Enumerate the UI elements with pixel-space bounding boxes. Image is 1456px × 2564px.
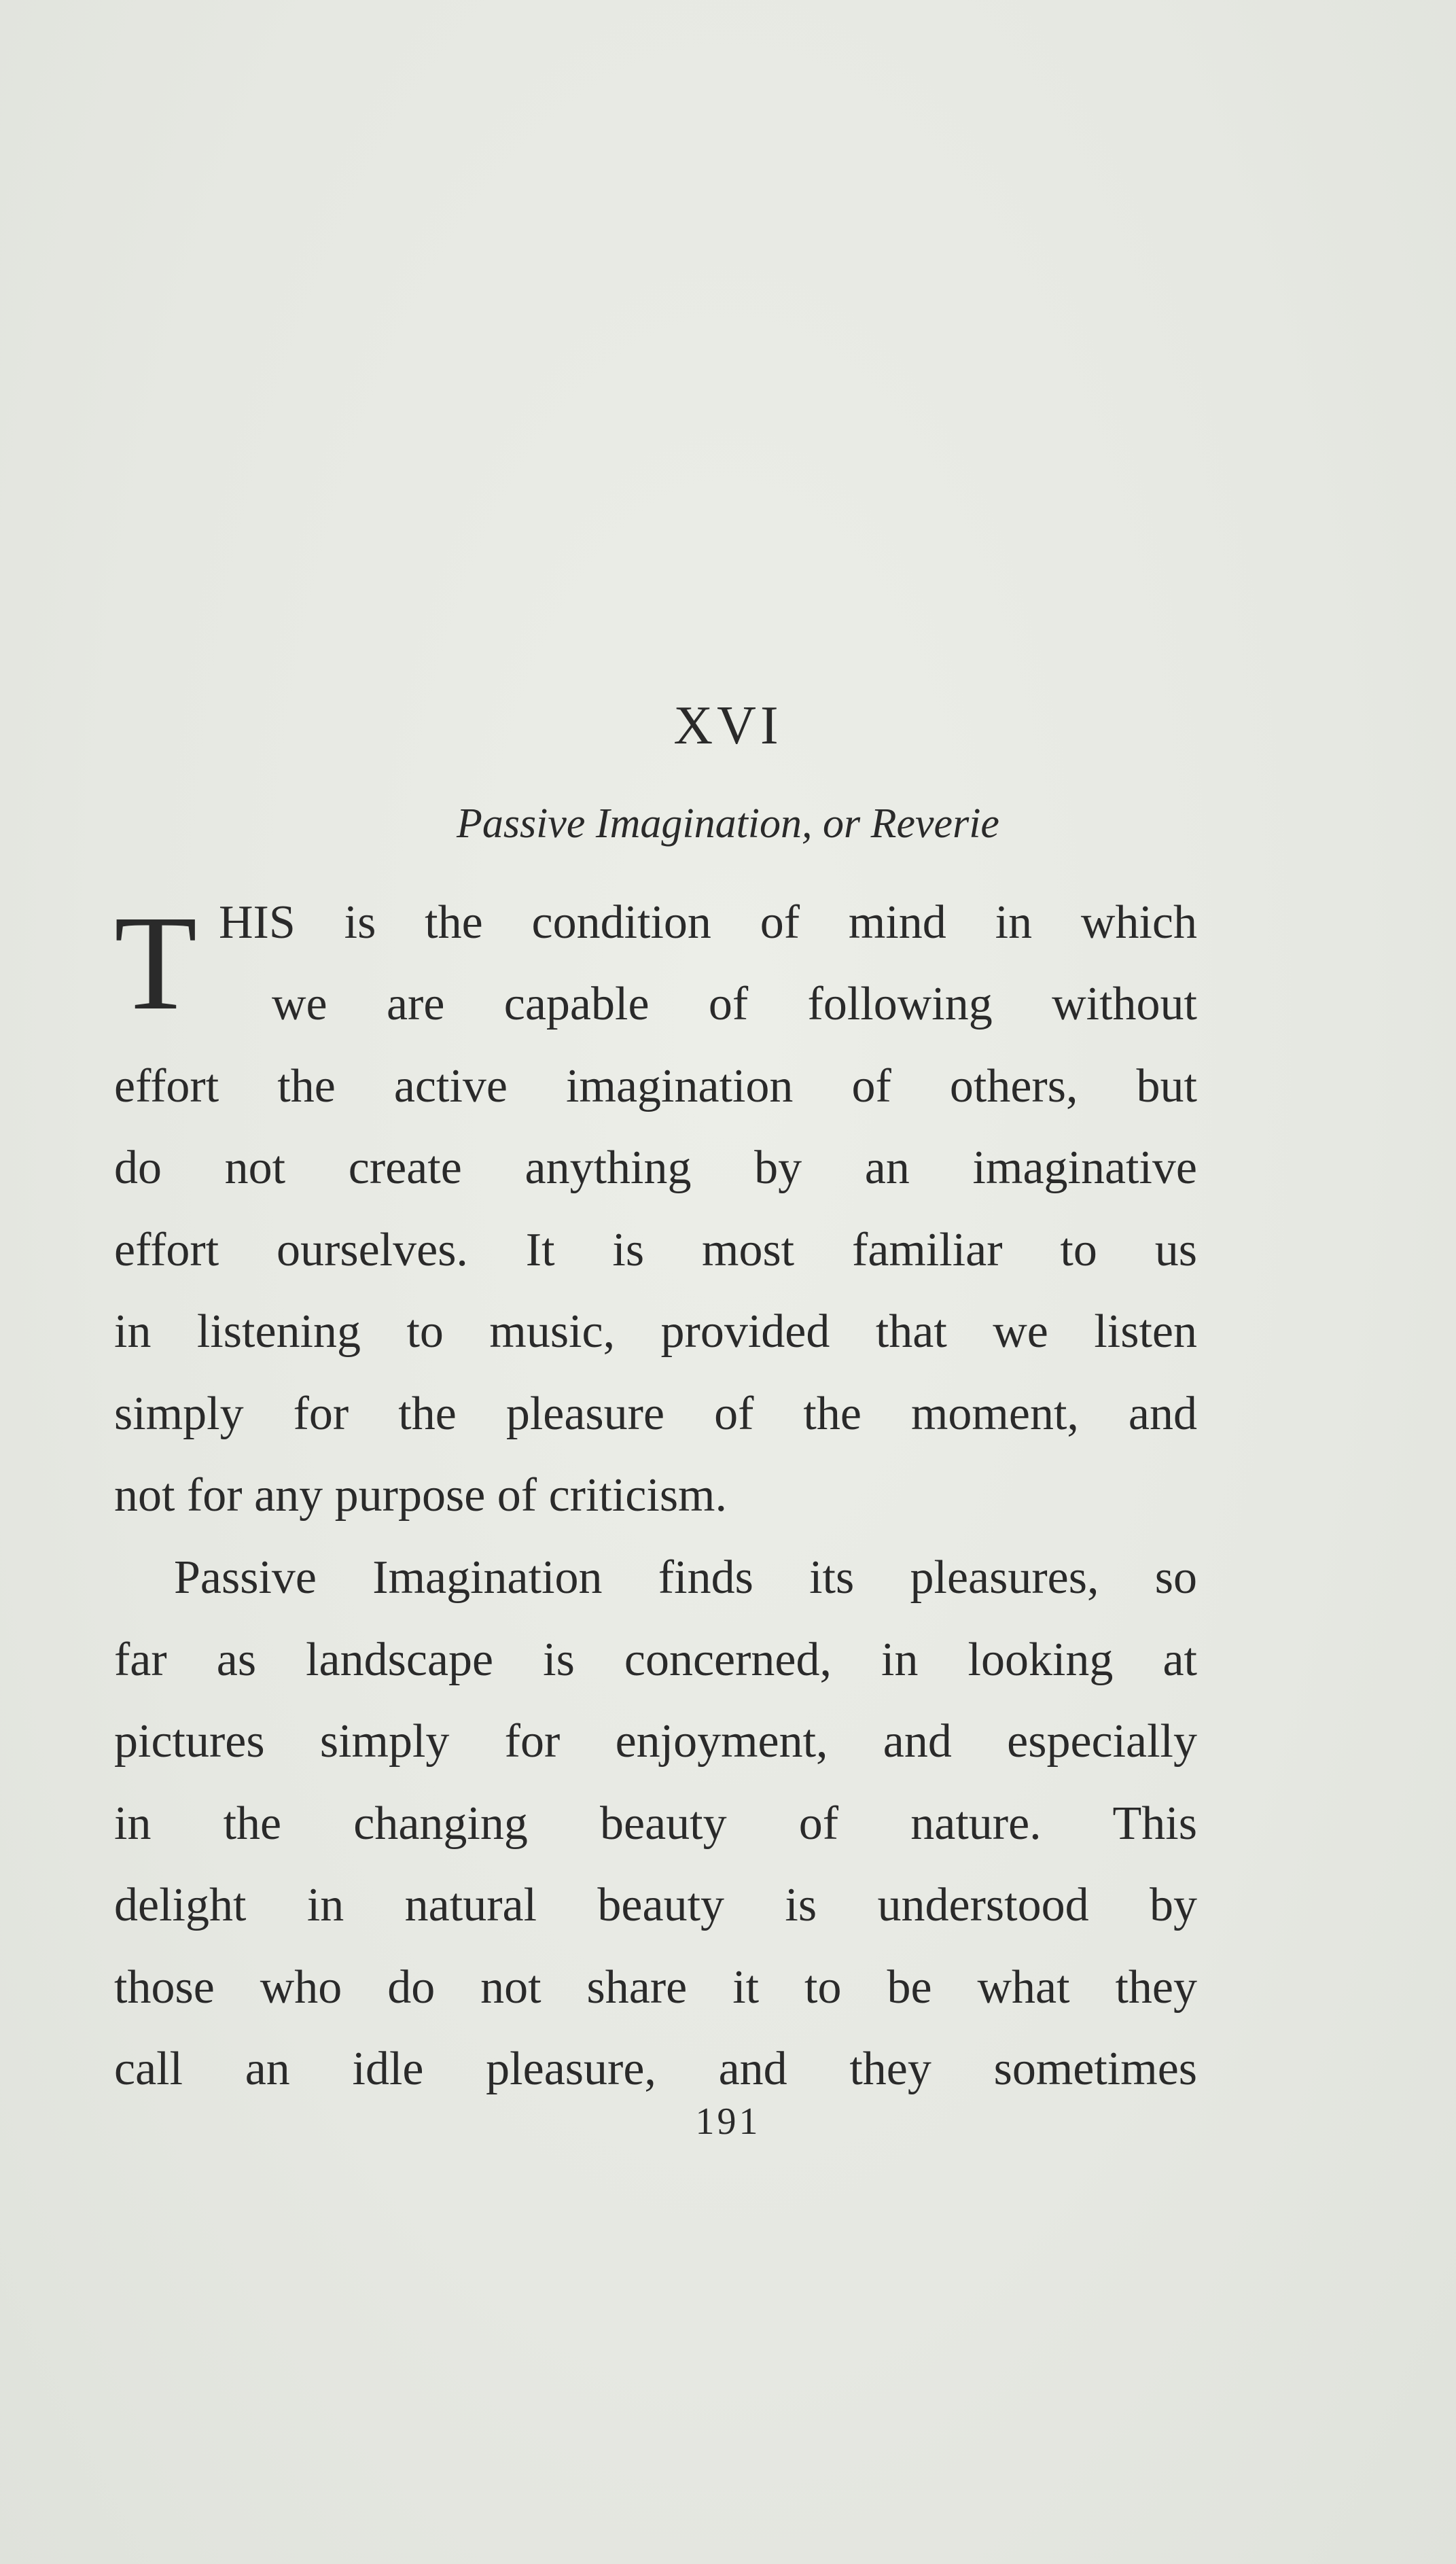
text-line: those who do not share it to be what they xyxy=(114,1961,1197,2014)
text-line: effort ourselves. It is most familiar to us xyxy=(114,1223,1197,1276)
paragraph-first-line: HIS is the condition of mind in which xyxy=(219,896,1197,949)
text-line: pictures simply for enjoyment, and especially xyxy=(114,1715,1197,1768)
text-line: in listening to music, provided that we listen xyxy=(114,1305,1197,1358)
text-line: effort the active imagination of others, but xyxy=(114,1059,1197,1112)
text-line: not for any purpose of criticism. xyxy=(114,1469,728,1522)
text-line: in the changing beauty of nature. This xyxy=(114,1797,1197,1850)
text-line: delight in natural beauty is understood by xyxy=(114,1879,1197,1931)
text-line: simply for the pleasure of the moment, and xyxy=(114,1387,1197,1440)
page-number: 191 xyxy=(695,2101,761,2143)
text-line: far as landscape is concerned, in looking at xyxy=(114,1633,1197,1686)
paragraph-1 xyxy=(114,964,1197,1537)
chapter-number: XVI xyxy=(673,696,783,756)
text-line: do not create anything by an imaginative xyxy=(114,1142,1197,1194)
text-line: Passive Imagination finds its pleasures, so xyxy=(174,1551,1197,1604)
text-line: we are capable of following without xyxy=(272,978,1197,1030)
drop-cap: T xyxy=(114,888,198,1038)
text-line: call an idle pleasure, and they sometimes xyxy=(114,2043,1197,2095)
paragraph-2 xyxy=(114,1537,1197,2111)
chapter-title: Passive Imagination, or Reverie xyxy=(457,801,999,847)
